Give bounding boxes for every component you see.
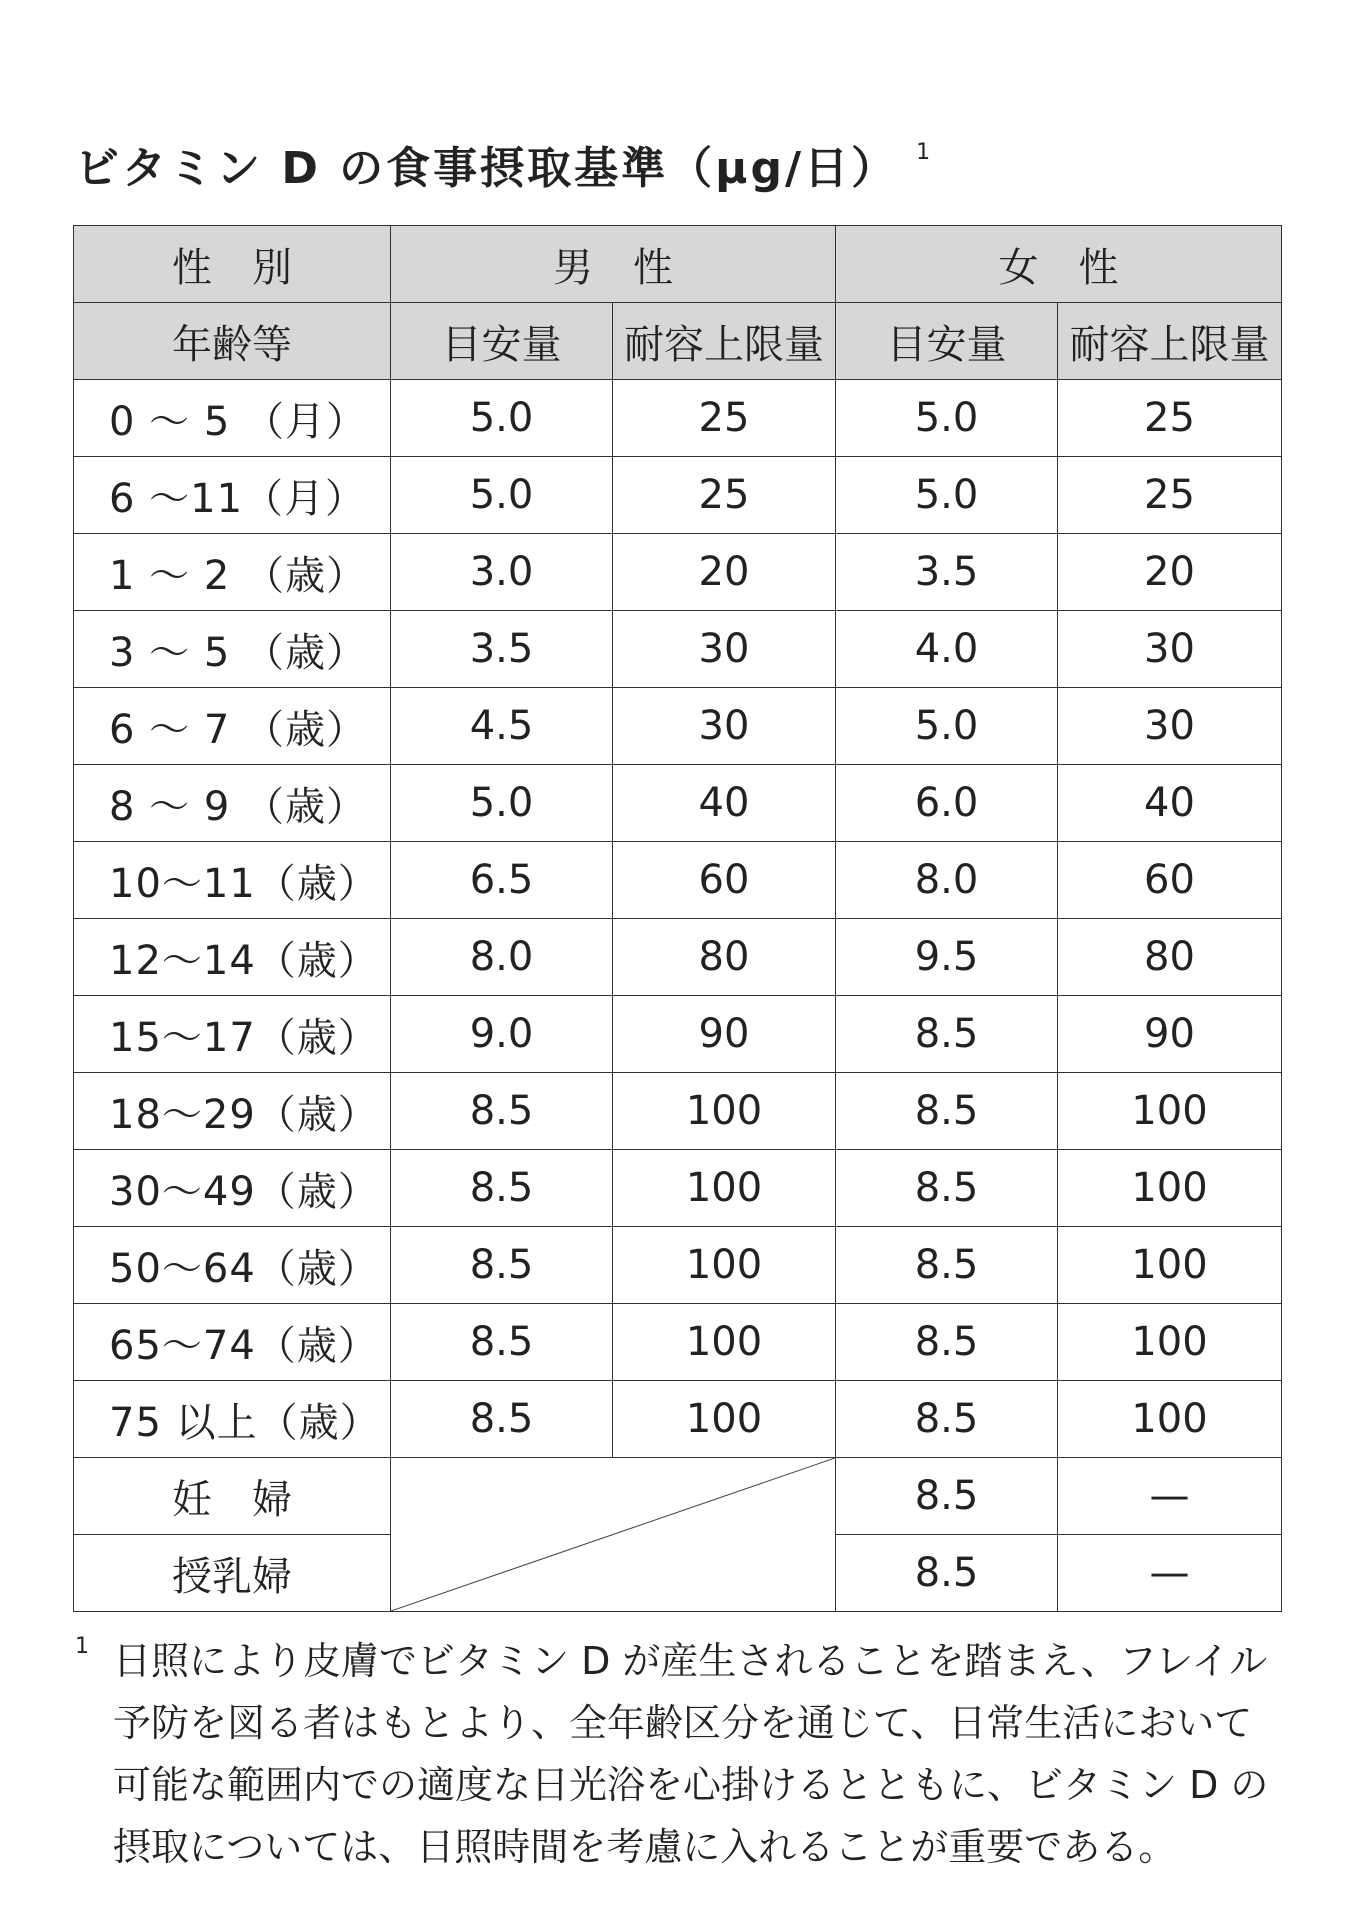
header-female-ul: 耐容上限量	[1058, 303, 1282, 380]
male-ai-cell: 8.5	[391, 1073, 613, 1150]
age-cell: 30～49（歳）	[74, 1150, 391, 1227]
male-ai-cell: 9.0	[391, 996, 613, 1073]
female-ai-cell: 9.5	[836, 919, 1058, 996]
age-cell: 12～14（歳）	[74, 919, 391, 996]
female-ai-cell: 8.5	[836, 1535, 1058, 1612]
header-male-ul: 耐容上限量	[613, 303, 836, 380]
table-row	[74, 1381, 1282, 1458]
male-ai-cell: 8.5	[391, 1227, 613, 1304]
female-ai-cell: 3.5	[836, 534, 1058, 611]
male-ai-cell: 3.0	[391, 534, 613, 611]
table-row	[74, 1304, 1282, 1381]
title-footnote-mark: 1	[916, 140, 934, 166]
male-ul-cell: 25	[613, 457, 836, 534]
footnote-mark: 1	[75, 1634, 89, 1659]
header-male-ai: 目安量	[391, 303, 613, 380]
footnote-text: 日照により皮膚でビタミン D が産生されることを踏まえ、フレイル予防を図る者はもとより、全年齢区分を通じて、日常生活において可能な範囲内での適度な日光浴を心掛けるとともに、ビタミン D の摂取については、日照時間を考慮に入れることが重要である。	[113, 1639, 1269, 1869]
table-row	[74, 688, 1282, 765]
age-cell: 75 以上（歳）	[74, 1381, 391, 1458]
male-ai-cell: 5.0	[391, 457, 613, 534]
female-ai-cell: 4.0	[836, 611, 1058, 688]
female-ai-cell: 8.5	[836, 1073, 1058, 1150]
table-row	[74, 919, 1282, 996]
female-ul-cell: 100	[1058, 1227, 1282, 1304]
female-ul-cell: 100	[1058, 1073, 1282, 1150]
male-ul-cell: 100	[613, 1150, 836, 1227]
male-ai-cell: 5.0	[391, 380, 613, 457]
table-row	[74, 380, 1282, 457]
female-ai-cell: 5.0	[836, 457, 1058, 534]
header-row-measure	[74, 303, 1282, 380]
female-ul-cell: 25	[1058, 380, 1282, 457]
female-ai-cell: 8.5	[836, 1227, 1058, 1304]
male-ai-cell: 3.5	[391, 611, 613, 688]
female-ul-cell: —	[1058, 1458, 1282, 1535]
vitamin-d-intake-table	[73, 225, 1282, 1612]
table-row	[74, 1227, 1282, 1304]
male-ai-cell: 4.5	[391, 688, 613, 765]
female-ul-cell: 40	[1058, 765, 1282, 842]
female-ai-cell: 6.0	[836, 765, 1058, 842]
header-male: 男 性	[391, 226, 836, 303]
table-body	[74, 380, 1282, 1612]
female-ul-cell: 80	[1058, 919, 1282, 996]
age-cell-lactating: 授乳婦	[74, 1535, 391, 1612]
age-cell: 6 ～11（月）	[74, 457, 391, 534]
age-cell-pregnant: 妊 婦	[74, 1458, 391, 1535]
male-ai-cell: 8.5	[391, 1381, 613, 1458]
male-ai-cell: 5.0	[391, 765, 613, 842]
title-text: ビタミン D の食事摂取基準（μg/日）	[75, 143, 899, 194]
table-row	[74, 1073, 1282, 1150]
footnote	[75, 1630, 1285, 1878]
female-ai-cell: 8.0	[836, 842, 1058, 919]
male-ai-cell: 8.0	[391, 919, 613, 996]
age-cell: 65～74（歳）	[74, 1304, 391, 1381]
header-female-ai: 目安量	[836, 303, 1058, 380]
male-ul-cell: 100	[613, 1304, 836, 1381]
age-cell: 10～11（歳）	[74, 842, 391, 919]
age-cell: 8 ～ 9 （歳）	[74, 765, 391, 842]
female-ai-cell: 8.5	[836, 1304, 1058, 1381]
table-row	[74, 996, 1282, 1073]
male-ul-cell: 20	[613, 534, 836, 611]
female-ul-cell: 60	[1058, 842, 1282, 919]
female-ul-cell: 25	[1058, 457, 1282, 534]
male-ul-cell: 100	[613, 1073, 836, 1150]
female-ul-cell: 90	[1058, 996, 1282, 1073]
female-ul-cell: 100	[1058, 1381, 1282, 1458]
female-ai-cell: 5.0	[836, 380, 1058, 457]
male-ai-cell: 8.5	[391, 1304, 613, 1381]
age-cell: 1 ～ 2 （歳）	[74, 534, 391, 611]
age-cell: 0 ～ 5 （月）	[74, 380, 391, 457]
male-ul-cell: 60	[613, 842, 836, 919]
male-ul-cell: 30	[613, 688, 836, 765]
header-sex: 性 別	[74, 226, 391, 303]
male-ul-cell: 25	[613, 380, 836, 457]
male-ul-cell: 30	[613, 611, 836, 688]
female-ul-cell: 100	[1058, 1304, 1282, 1381]
age-cell: 3 ～ 5 （歳）	[74, 611, 391, 688]
table-row	[74, 765, 1282, 842]
age-cell: 6 ～ 7 （歳）	[74, 688, 391, 765]
female-ai-cell: 8.5	[836, 1381, 1058, 1458]
female-ai-cell: 8.5	[836, 1458, 1058, 1535]
male-ul-cell: 100	[613, 1381, 836, 1458]
male-ul-cell: 100	[613, 1227, 836, 1304]
male-ul-cell: 90	[613, 996, 836, 1073]
table-row	[74, 1150, 1282, 1227]
male-ai-cell: 6.5	[391, 842, 613, 919]
diagonal-line	[391, 1458, 835, 1611]
female-ul-cell: 20	[1058, 534, 1282, 611]
female-ul-cell: 30	[1058, 611, 1282, 688]
female-ai-cell: 8.5	[836, 996, 1058, 1073]
table-row	[74, 457, 1282, 534]
header-age: 年齢等	[74, 303, 391, 380]
female-ul-cell: —	[1058, 1535, 1282, 1612]
table-row-pregnant	[74, 1458, 1282, 1535]
header-female: 女 性	[836, 226, 1282, 303]
male-ul-cell: 40	[613, 765, 836, 842]
female-ai-cell: 5.0	[836, 688, 1058, 765]
not-applicable-cell	[391, 1458, 836, 1612]
female-ul-cell: 30	[1058, 688, 1282, 765]
table-title	[75, 132, 933, 196]
female-ai-cell: 8.5	[836, 1150, 1058, 1227]
male-ul-cell: 80	[613, 919, 836, 996]
age-cell: 15～17（歳）	[74, 996, 391, 1073]
table-row	[74, 534, 1282, 611]
table-row	[74, 611, 1282, 688]
table-row	[74, 842, 1282, 919]
age-cell: 18～29（歳）	[74, 1073, 391, 1150]
female-ul-cell: 100	[1058, 1150, 1282, 1227]
age-cell: 50～64（歳）	[74, 1227, 391, 1304]
header-row-sex	[74, 226, 1282, 303]
male-ai-cell: 8.5	[391, 1150, 613, 1227]
